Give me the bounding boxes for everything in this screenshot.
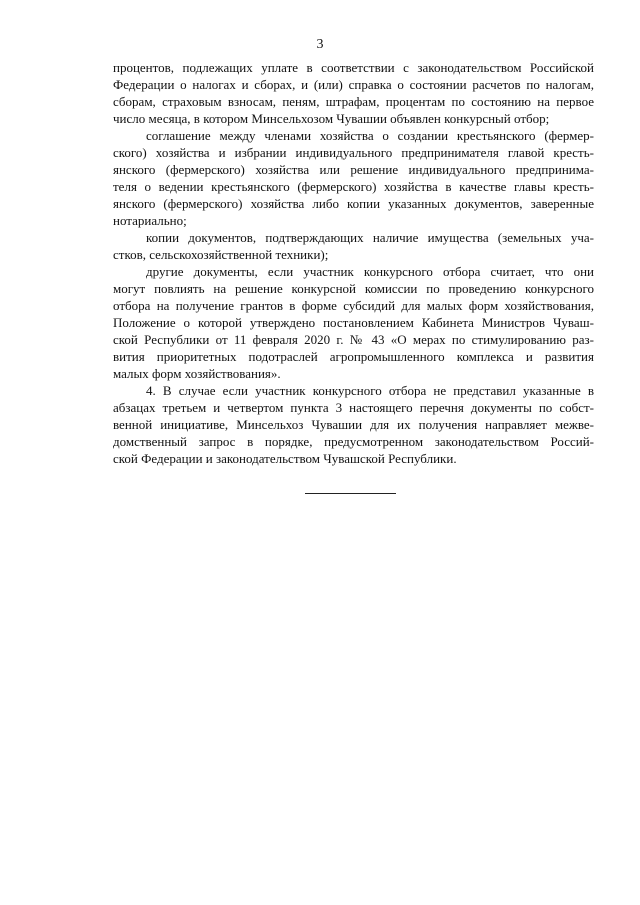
text-line: ской Федерации и законодательством Чувашской Республики. <box>113 451 457 466</box>
text-line: могут повлиять на решение конкурсной комиссии по проведению конкурсного <box>113 281 594 296</box>
text-line: 4. В случае если участник конкурсного отбора не представил указанные в <box>146 383 594 398</box>
text-line: число месяца, в котором Минсельхозом Чувашии объявлен конкурсный отбор; <box>113 111 550 126</box>
text-line: янского (фермерского) хозяйства либо копии указанных документов, заверенные <box>113 196 594 211</box>
text-line: отбора на получение грантов в форме субсидий для малых форм хозяйствования, <box>113 298 594 313</box>
text-line: стков, сельскохозяйственной техники); <box>113 247 329 262</box>
text-line: ской Республики от 11 февраля 2020 г. № 43 «О мерах по стимулированию раз- <box>113 332 594 347</box>
text-line: копии документов, подтверждающих наличие имущества (земельных уча- <box>146 230 594 245</box>
text-line: абзацах третьем и четвертом пункта 3 настоящего перечня документы по собст- <box>113 400 594 415</box>
text-line: ского) хозяйства и избрании индивидуального предпринимателя главой кресть- <box>113 145 594 160</box>
text-line: янского (фермерского) хозяйства или решение индивидуального предпринима- <box>113 162 594 177</box>
text-line: венной инициативе, Минсельхоз Чувашии для их получения направляет межве- <box>113 417 594 432</box>
text-line: соглашение между членами хозяйства о создании крестьянского (фермер- <box>146 128 594 143</box>
page-number: 3 <box>316 37 324 52</box>
text-line: домственный запрос в порядке, предусмотренном законодательством Россий- <box>113 434 594 449</box>
text-line: процентов, подлежащих уплате в соответствии с законодательством Российской <box>113 60 594 75</box>
document-body <box>113 59 594 467</box>
end-of-document-rule <box>305 493 396 494</box>
text-line: Федерации о налогах и сборах, и (или) справка о состоянии расчетов по налогам, <box>113 77 594 92</box>
text-line: вития приоритетных подотраслей агропромышленного комплекса и развития <box>113 349 594 364</box>
text-line: Положение о которой утверждено постановлением Кабинета Министров Чуваш- <box>113 315 594 330</box>
text-line: нотариально; <box>113 213 187 228</box>
text-line: малых форм хозяйствования». <box>113 366 281 381</box>
text-line: другие документы, если участник конкурсного отбора считает, что они <box>146 264 594 279</box>
text-line: сборам, страховым взносам, пеням, штрафам, процентам по состоянию на первое <box>113 94 594 109</box>
text-line: теля о ведении крестьянского (фермерского) хозяйства в качестве главы кресть- <box>113 179 594 194</box>
